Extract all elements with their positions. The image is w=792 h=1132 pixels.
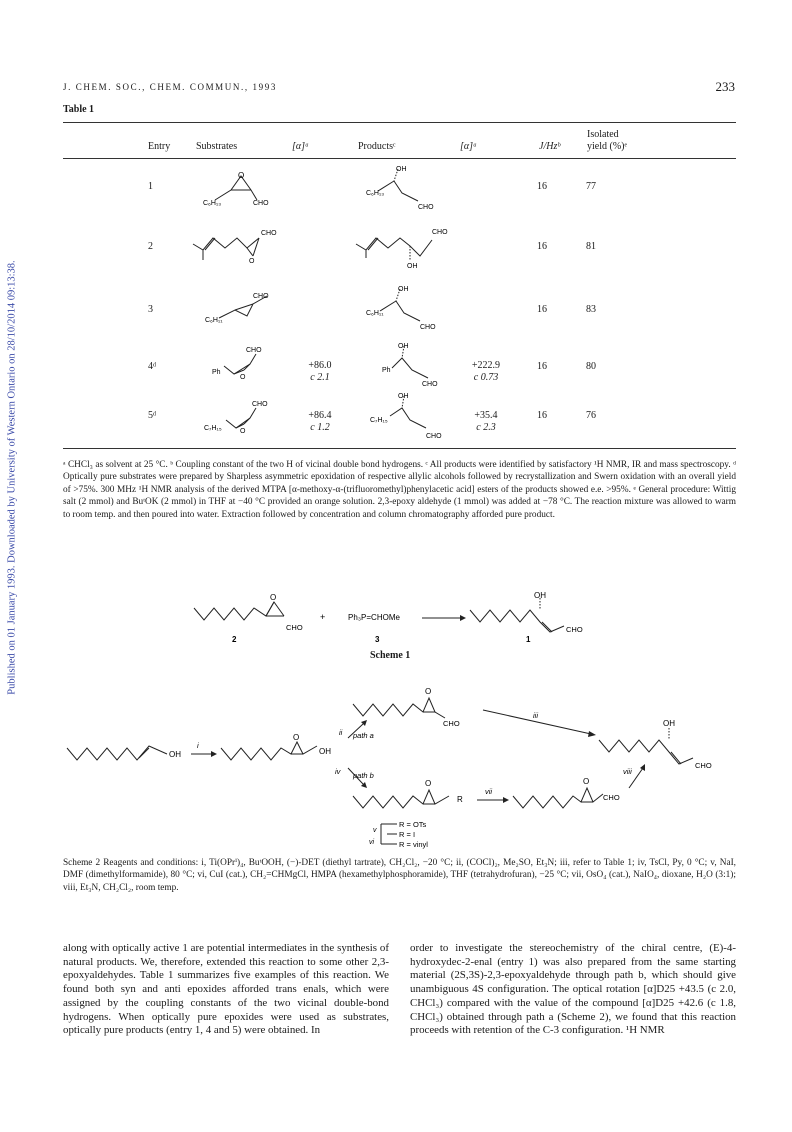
- row4-prod-oh: OH: [398, 343, 409, 350]
- download-watermark: [4, 120, 18, 840]
- row5-product-structure: [368, 390, 468, 440]
- row1-yield: 77: [586, 181, 596, 192]
- scheme1-cho-2: CHO: [286, 623, 303, 632]
- col-yield-line2: yield (%)ᵉ: [587, 141, 628, 152]
- row2-prod-oh: OH: [407, 263, 418, 270]
- table-label: Table 1: [63, 104, 95, 115]
- s2-o-1: O: [293, 733, 300, 742]
- s2-r: R: [457, 795, 463, 804]
- row1-sub-cho: CHO: [253, 200, 269, 207]
- row3-entry: 3: [148, 304, 153, 315]
- row4-alpha2: +222.9: [471, 360, 501, 371]
- s2-o-2: O: [425, 687, 432, 696]
- s2-step-iv: iv: [335, 767, 341, 776]
- row5-alpha2: +35.4: [474, 410, 498, 421]
- table-footnotes: ᵃ CHCl₃ as solvent at 25 °C. ᵇ Coupling constant of the two H of vicinal double bond hydrogens. ᶜ All products were identified by satisfactory ¹H NMR, IR and mass spectroscopy. ᵈ Optically pure substrates were prepared by Sharpless asymmetric epoxidation of respective allylic alcohols followed by recrystallization and Swern oxidation with an overall yield of >75%. 300 MHz ¹H NMR analysis of the derived MTPA [α-methoxy-α-(trifluoromethyl)phenylacetic acid] esters of the products showed e.e. >95%. ᵉ General procedure: Wittig salt (2 mmol) and BuᵗOK (2 mmol) in THF at −40 °C provided an orange solution. 2,3-epoxy aldehyde (1 mmol) was added at −78 °C. The reaction mixture was allowed to warm to room temp. and then poured into water. Extraction followed by concentration and column chromatography afforded pure product.: [63, 460, 736, 520]
- s2-r-i: R = I: [399, 830, 416, 839]
- row3-yield: 83: [586, 304, 596, 315]
- row1-prod-cho: CHO: [418, 204, 434, 211]
- row5-j: 16: [537, 410, 547, 421]
- row5-entry: 5ᵈ: [148, 410, 157, 421]
- download-watermark-text: Published on 01 January 1993. Downloaded by University of Western Ontario on 28/10/2014 09:13:38.: [6, 260, 18, 695]
- row4-j: 16: [537, 361, 547, 372]
- scheme2-caption: Scheme 2 Reagents and conditions: i, Ti(OPrⁱ)₄, BuᵗOOH, (−)-DET (diethyl tartrate), CH₂Cl₂, −20 °C; ii, (COCl)₂, Me₂SO, Et₃N; iii, refer to Table 1; iv, TsCl, Py, 0 °C; v, NaI, DMF (dimethylformamide), 80 °C; vi, CuI (cat.), CH₂=CHMgCl, HMPA (hexamethylphosphoramide), THF (tetrahydrofuran), −25 °C; vii, OsO₄ (cat.), NaIO₄, dioxane, H₂O (3:1); viii, Et₃N, CH₂Cl₂, room temp.: [63, 858, 736, 893]
- row3-sub-cho: CHO: [253, 293, 269, 300]
- s2-path-a: path a: [353, 731, 374, 740]
- row3-j: 16: [537, 304, 547, 315]
- col-j: J/Hzᵇ: [539, 141, 561, 152]
- row2-sub-o: O: [249, 258, 255, 264]
- row4-prod-ph: Ph: [382, 367, 391, 374]
- row5-yield: 76: [586, 410, 596, 421]
- scheme1-o: O: [270, 593, 277, 602]
- row5-alpha1-conc: c 1.2: [310, 422, 330, 433]
- row3-prod-r: C₆H₁₁: [366, 310, 384, 317]
- row1-prod-oh: OH: [396, 166, 407, 173]
- scheme1-diagram: [190, 590, 630, 646]
- scheme1-oh: OH: [534, 591, 546, 600]
- row4-sub-o: O: [240, 374, 246, 381]
- row1-j: 16: [537, 181, 547, 192]
- row2-sub-cho: CHO: [261, 230, 277, 237]
- table-header-rule: [63, 158, 736, 159]
- row1-substrate-structure: [195, 170, 285, 210]
- s2-cho-2: CHO: [695, 761, 712, 770]
- row4-substrate-structure: [210, 344, 290, 384]
- row1-sub-o: O: [238, 171, 245, 180]
- row4-entry: 4ᵈ: [148, 361, 157, 372]
- s2-oh-3: OH: [663, 719, 675, 728]
- row1-product-structure: [360, 163, 460, 213]
- body-left-column: along with optically active 1 are potential intermediates in the synthesis of natural products. We, therefore, extended this reaction to some other 2,3-epoxyaldehydes. Table 1 summarizes five examples of this reaction. We found both syn and anti epoxides afforded trans enals, which were assigned by the coupling constants of the two vicinal double-bond hydrogens. When optically pure epoxides were used as substrates, optically pure products (entry 1, 4 and 5) were obtained. In: [63, 942, 389, 1037]
- s2-oh-1: OH: [169, 750, 181, 759]
- col-products: Productsᶜ: [358, 141, 396, 152]
- scheme1-label: Scheme 1: [370, 650, 411, 661]
- page-number: 233: [715, 79, 735, 94]
- table-bottom-rule: [63, 448, 736, 449]
- row2-yield: 81: [586, 241, 596, 252]
- s2-r-vinyl: R = vinyl: [399, 840, 428, 849]
- row5-sub-cho: CHO: [252, 401, 268, 408]
- scheme1-label-2: 2: [232, 635, 237, 644]
- s2-cho-3: CHO: [603, 793, 620, 802]
- row4-product-structure: [382, 340, 472, 390]
- s2-step-vi: vi: [369, 839, 375, 846]
- row4-sub-ph: Ph: [212, 369, 221, 376]
- s2-o-3: O: [425, 779, 432, 788]
- s2-o-4: O: [583, 777, 590, 786]
- row3-product-structure: [360, 283, 460, 333]
- scheme1-label-1: 1: [526, 635, 531, 644]
- scheme1-cho-1: CHO: [566, 625, 583, 634]
- row5-prod-r: C₇H₁₅: [370, 417, 388, 424]
- row4-prod-cho: CHO: [422, 381, 438, 388]
- row3-prod-oh: OH: [398, 286, 409, 293]
- row2-substrate-structure: [185, 224, 295, 264]
- s2-step-ii: ii: [339, 728, 343, 737]
- row3-prod-cho: CHO: [420, 324, 436, 331]
- col-substrates: Substrates: [196, 141, 238, 152]
- row5-alpha2-conc: c 2.3: [476, 422, 496, 433]
- s2-step-viii: viii: [623, 767, 632, 776]
- journal-header: J. CHEM. SOC., CHEM. COMMUN., 1993: [63, 82, 277, 92]
- row1-prod-r: C₆H₁₃: [366, 190, 385, 197]
- row5-alpha1: +86.4: [308, 410, 332, 421]
- s2-step-i: i: [197, 741, 199, 750]
- scheme1-reagent: Ph₃P=CHOMe: [348, 613, 400, 622]
- row4-alpha1: +86.0: [308, 360, 332, 371]
- row2-product-structure: [352, 222, 472, 272]
- row1-sub-r: C₆H₁₃: [203, 200, 222, 207]
- col-yield-line1: Isolated: [587, 129, 619, 140]
- s2-oh-2: OH: [319, 747, 331, 756]
- scheme2-diagram: [63, 682, 736, 850]
- col-entry: Entry: [148, 141, 171, 152]
- row5-prod-oh: OH: [398, 393, 409, 400]
- row5-prod-cho: CHO: [426, 433, 442, 440]
- col-alpha-1: [α]ᵃ: [292, 141, 310, 152]
- row2-j: 16: [537, 241, 547, 252]
- s2-r-ots: R = OTs: [399, 820, 427, 829]
- row5-substrate-structure: [200, 396, 290, 436]
- s2-step-v: v: [373, 827, 377, 834]
- row3-substrate-structure: [195, 288, 285, 328]
- row5-sub-o: O: [240, 428, 246, 435]
- row5-sub-r: C₇H₁₅: [204, 425, 222, 432]
- col-alpha-2: [α]ᵃ: [460, 141, 478, 152]
- s2-path-b: path b: [353, 771, 374, 780]
- table-top-rule: [63, 122, 736, 123]
- row1-entry: 1: [148, 181, 153, 192]
- scheme1-plus: +: [320, 612, 326, 622]
- row2-prod-cho: CHO: [432, 229, 448, 236]
- row4-sub-cho: CHO: [246, 347, 262, 354]
- row4-alpha1-conc: c 2.1: [310, 372, 330, 383]
- scheme1-label-3: 3: [375, 635, 380, 644]
- row3-sub-r: C₆H₁₁: [205, 317, 223, 324]
- s2-cho-1: CHO: [443, 719, 460, 728]
- s2-step-iii: iii: [533, 711, 538, 720]
- row4-yield: 80: [586, 361, 596, 372]
- row4-alpha2-conc: c 0.73: [473, 372, 499, 383]
- s2-step-vii: vii: [485, 787, 493, 796]
- body-right-column: order to investigate the stereochemistry of the chiral centre, (E)-4-hydroxydec-2-enal (entry 1) was also prepared from the same starting material (2S,3S)-2,3-epoxyaldehyde through path b, which should give unambiguous 4S configuration. The optical rotation [α]D25 +43.5 (c 2.0, CHCl₃) compared with the value of the compound [α]D25 +42.6 (c 1.8, CHCl₃) obtained through path a (Scheme 2), we found that this reaction proceeds with retention of the C-3 configuration. ¹H NMR: [410, 942, 736, 1037]
- row2-entry: 2: [148, 241, 153, 252]
